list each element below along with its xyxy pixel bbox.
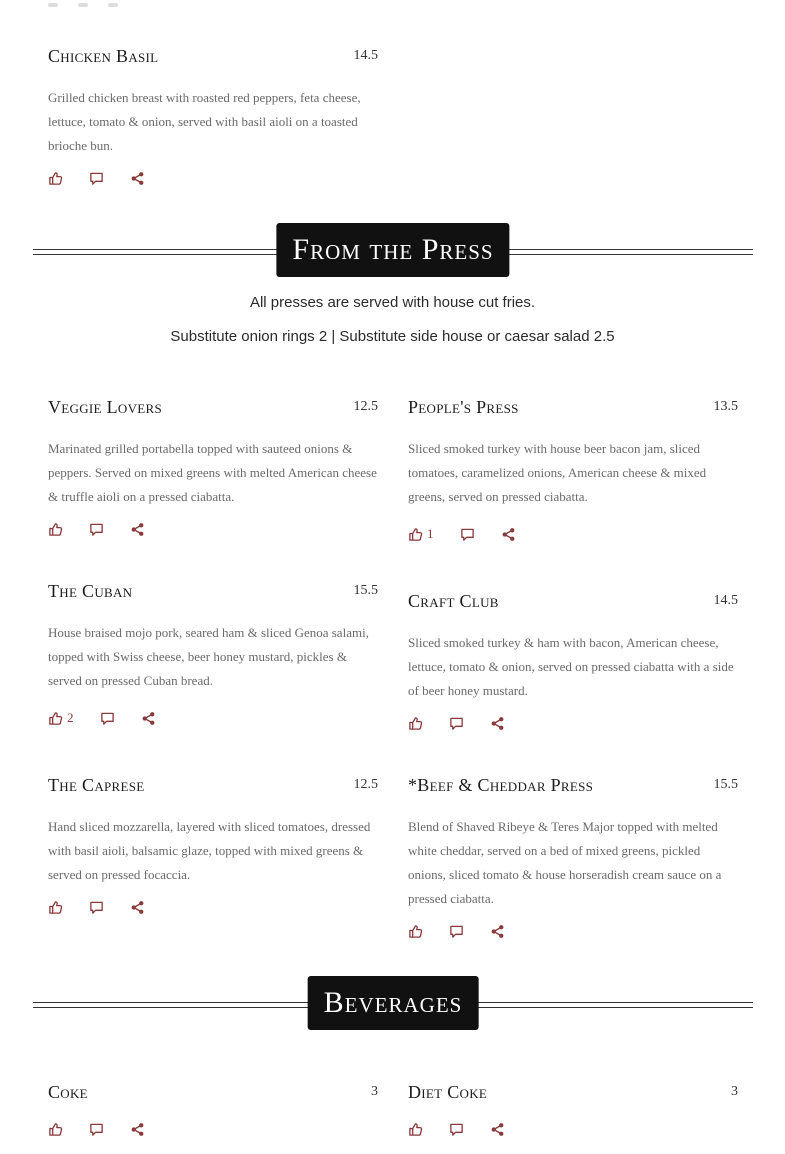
thumbs-up-icon — [408, 1122, 423, 1137]
section-header-beverages — [33, 976, 753, 1030]
item-price: 14.5 — [713, 593, 738, 608]
like-button[interactable] — [48, 522, 63, 537]
comment-button[interactable] — [89, 522, 104, 537]
comment-icon — [100, 711, 115, 726]
section-title: From the Press — [276, 223, 509, 277]
thumbs-up-icon — [48, 900, 63, 915]
share-icon — [141, 711, 156, 726]
comment-button[interactable] — [449, 1122, 464, 1137]
comment-button[interactable] — [89, 900, 104, 915]
menu-item-peoples-press — [408, 397, 738, 544]
item-actions — [48, 897, 378, 917]
comment-button[interactable] — [460, 527, 475, 542]
share-button[interactable] — [130, 522, 145, 537]
item-name: Craft Club — [408, 591, 499, 611]
item-description: Sliced smoked turkey & ham with bacon, American cheese, lettuce, tomato & onion, served on pressed ciabatta with a side of beer honey mustard. — [408, 635, 734, 698]
comment-icon — [460, 527, 475, 542]
item-price: 3 — [731, 1084, 738, 1099]
like-button[interactable] — [408, 1122, 423, 1137]
item-description: Grilled chicken breast with roasted red peppers, feta cheese, lettuce, tomato & onion, served with basil aioli on a toasted brioche bun. — [48, 90, 361, 153]
like-button[interactable] — [48, 710, 74, 726]
like-button[interactable] — [48, 171, 63, 186]
share-button[interactable] — [130, 171, 145, 186]
comment-icon — [89, 522, 104, 537]
share-button[interactable] — [490, 1122, 505, 1137]
item-price: 15.5 — [353, 583, 378, 598]
share-icon — [130, 900, 145, 915]
item-actions — [408, 1119, 738, 1139]
item-description: Hand sliced mozzarella, layered with sliced tomatoes, dressed with basil aioli, balsamic glaze, topped with mixed greens & served on pressed focaccia. — [48, 819, 371, 882]
menu-item-veggie-lovers — [48, 397, 378, 539]
thumbs-up-icon — [48, 171, 63, 186]
item-name: Chicken Basil — [48, 46, 159, 66]
thumbs-up-icon — [48, 1122, 63, 1137]
item-name: People's Press — [408, 397, 519, 417]
section-title: Beverages — [308, 976, 479, 1030]
item-description: Blend of Shaved Ribeye & Teres Major topped with melted white cheddar, served on a bed of mixed greens, pickled onions, sliced tomato & house horseradish cream sauce on a pressed ciabatta. — [408, 819, 722, 906]
like-button[interactable] — [48, 1122, 63, 1137]
item-name: *Beef & Cheddar Press — [408, 775, 594, 795]
item-price: 15.5 — [713, 777, 738, 792]
previous-item-actions-stub — [48, 0, 158, 2]
share-button[interactable] — [141, 711, 156, 726]
thumbs-up-icon — [408, 924, 423, 939]
share-icon — [130, 522, 145, 537]
menu-item-the-cuban — [48, 581, 378, 728]
share-icon — [490, 924, 505, 939]
item-name: The Caprese — [48, 775, 145, 795]
like-button[interactable] — [408, 716, 423, 731]
menu-item-craft-club — [408, 591, 738, 733]
item-actions — [48, 708, 378, 728]
share-button[interactable] — [501, 527, 516, 542]
like-button[interactable] — [408, 526, 434, 542]
comment-icon — [89, 171, 104, 186]
like-count: 2 — [67, 710, 74, 725]
item-name: The Cuban — [48, 581, 133, 601]
menu-item-the-caprese — [48, 775, 378, 917]
share-button[interactable] — [490, 924, 505, 939]
share-icon — [501, 527, 516, 542]
item-price: 3 — [371, 1084, 378, 1099]
comment-button[interactable] — [449, 924, 464, 939]
menu-item-coke — [48, 1082, 378, 1139]
menu-item-chicken-basil — [48, 46, 378, 188]
item-name: Coke — [48, 1082, 88, 1102]
section-note: Substitute onion rings 2 | Substitute side house or caesar salad 2.5 — [170, 328, 615, 345]
item-actions — [48, 168, 378, 188]
item-name: Veggie Lovers — [48, 397, 162, 417]
item-actions — [408, 921, 738, 941]
item-actions — [48, 1119, 378, 1139]
like-count: 1 — [427, 526, 434, 541]
like-button[interactable] — [48, 900, 63, 915]
item-description: House braised mojo pork, seared ham & sliced Genoa salami, topped with Swiss cheese, beer honey mustard, pickles & served on pressed Cuban bread. — [48, 625, 369, 688]
comment-button[interactable] — [449, 716, 464, 731]
share-button[interactable] — [130, 900, 145, 915]
share-button[interactable] — [490, 716, 505, 731]
comment-button[interactable] — [89, 171, 104, 186]
item-price: 12.5 — [353, 777, 378, 792]
share-icon — [130, 171, 145, 186]
comment-button[interactable] — [100, 711, 115, 726]
item-description: Sliced smoked turkey with house beer bacon jam, sliced tomatoes, caramelized onions, American cheese & mixed greens, served on pressed ciabatta. — [408, 441, 707, 504]
comment-icon — [89, 900, 104, 915]
like-button[interactable] — [408, 924, 423, 939]
item-price: 14.5 — [353, 48, 378, 63]
item-price: 13.5 — [713, 399, 738, 414]
share-button[interactable] — [130, 1122, 145, 1137]
item-actions — [48, 519, 378, 539]
comment-icon — [449, 716, 464, 731]
thumbs-up-icon — [48, 711, 63, 726]
item-price: 12.5 — [353, 399, 378, 414]
item-actions — [408, 524, 738, 544]
item-actions — [408, 713, 738, 733]
comment-button[interactable] — [89, 1122, 104, 1137]
menu-item-diet-coke — [408, 1082, 738, 1139]
thumbs-up-icon — [408, 527, 423, 542]
item-name: Diet Coke — [408, 1082, 488, 1102]
comment-icon — [449, 1122, 464, 1137]
comment-icon — [449, 924, 464, 939]
share-icon — [130, 1122, 145, 1137]
section-header-press — [33, 223, 753, 277]
item-description: Marinated grilled portabella topped with sauteed onions & peppers. Served on mixed greens with melted American cheese & truffle aioli on a pressed ciabatta. — [48, 441, 377, 504]
share-icon — [490, 1122, 505, 1137]
share-icon — [490, 716, 505, 731]
thumbs-up-icon — [48, 522, 63, 537]
section-note: All presses are served with house cut fries. — [249, 294, 536, 311]
menu-item-beef-cheddar-press — [408, 775, 738, 941]
thumbs-up-icon — [408, 716, 423, 731]
comment-icon — [89, 1122, 104, 1137]
